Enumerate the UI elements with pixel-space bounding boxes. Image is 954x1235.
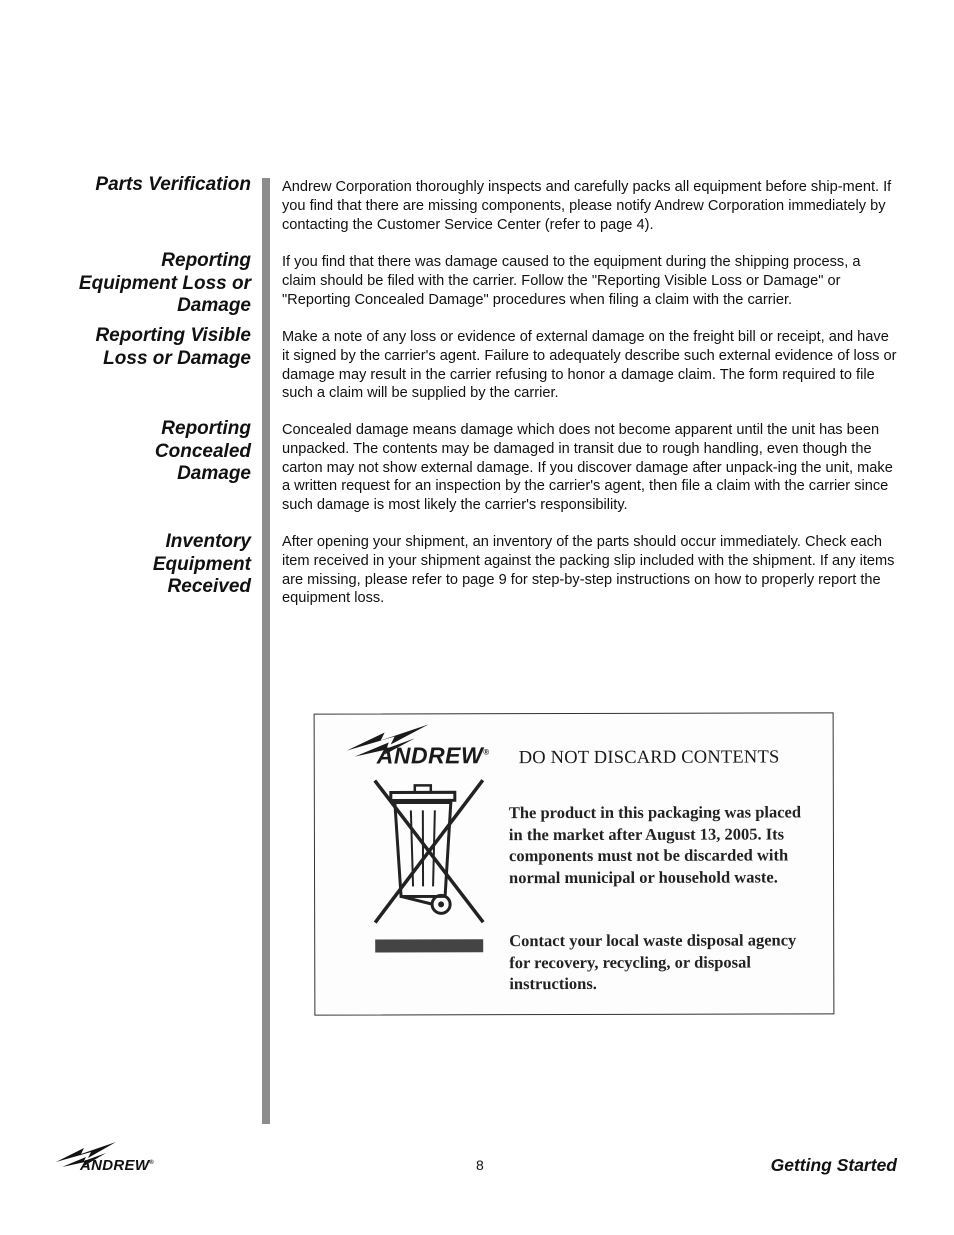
parts-verification-text: Andrew Corporation thoroughly inspects and carefully packs all equipment before ship-ment. If you find that there are missing components, please notify Andrew Corporation immediately by contacting the Customer Service Center (refer to page 4). bbox=[282, 179, 892, 233]
bin-underline-bar bbox=[375, 939, 483, 952]
sidebar-divider bbox=[262, 178, 270, 1124]
notice-andrew-logo: ANDREW® bbox=[376, 742, 490, 769]
reporting-concealed-damage-text: Concealed damage means damage which does not become apparent until the unit has been unpacked. The contents may be damaged in transit due to rough handling, even though the carton may not show external damage. If you discover damage after unpack-ing the unit, make a written request for an inspection by the carrier's agent, then file a claim with the carrier since such damage is most likely the carrier's responsibility. bbox=[282, 422, 893, 514]
heading-reporting-concealed-damage: Reporting Concealed Damage bbox=[154, 418, 251, 484]
footer-andrew-logo: ANDREW® bbox=[80, 1157, 155, 1174]
notice-paragraph-1: The product in this packaging was placed in the market after August 13, 2005. Its components must not be discarded with normal municipal or household waste. bbox=[508, 802, 802, 887]
heading-reporting-visible-loss: Reporting Visible Loss or Damage bbox=[95, 325, 251, 369]
heading-reporting-equipment-loss: Reporting Equipment Loss or Damage bbox=[78, 250, 251, 316]
crossed-out-wheelie-bin-icon bbox=[371, 776, 491, 931]
inventory-equipment-received-text: After opening your shipment, an inventory of the parts should occur immediately. Check each item received in your shipment against the packing slip included with the shipment. If any items are missing, please refer to page 9 for step-by-step instructions on how to properly report the equipment loss. bbox=[282, 534, 895, 607]
reporting-equipment-loss-text: If you find that there was damage caused to the equipment during the shipping process, a claim should be filed with the carrier. Follow the "Reporting Visible Loss or Damage" or "Reporting Concealed Damage" procedures when filing a claim with the carrier. bbox=[282, 254, 861, 308]
notice-title: DO NOT DISCARD CONTENTS bbox=[518, 747, 780, 769]
reporting-visible-loss-text: Make a note of any loss or evidence of external damage on the freight bill or receipt, and have it signed by the carrier's agent. Failure to adequately describe such external evidence of loss or damage may result in the carrier refusing to honor a damage claim. The form required to file such a claim will be supplied by the carrier. bbox=[282, 329, 897, 402]
heading-parts-verification: Parts Verification bbox=[95, 174, 251, 195]
heading-inventory-equipment-received: Inventory Equipment Received bbox=[152, 531, 251, 597]
disposal-notice-label bbox=[314, 712, 835, 1015]
notice-paragraph-2: Contact your local waste disposal agency for recovery, recycling, or disposal instructions. bbox=[509, 930, 797, 994]
page-number: 8 bbox=[476, 1157, 484, 1173]
footer-section-name: Getting Started bbox=[770, 1155, 897, 1175]
